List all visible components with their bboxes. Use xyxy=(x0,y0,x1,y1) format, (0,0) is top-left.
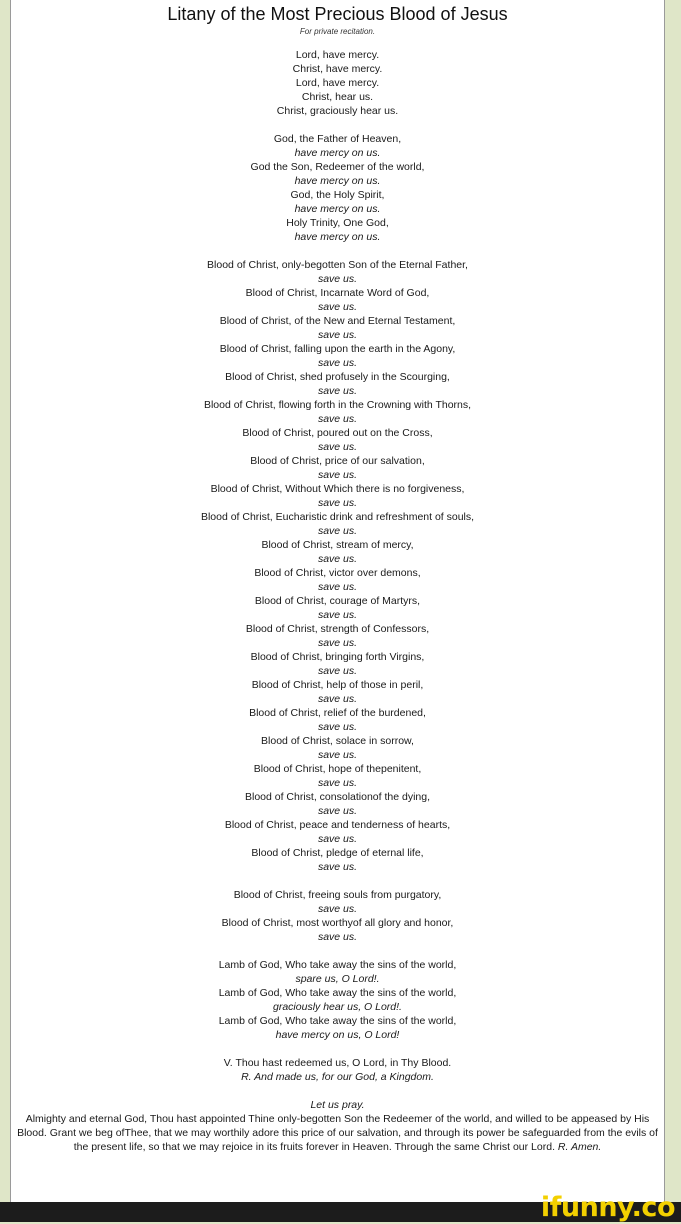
response: have mercy on us. xyxy=(294,231,381,243)
response: save us. xyxy=(317,413,358,425)
invocation: God, the Holy Spirit, xyxy=(290,189,385,201)
invocation: Blood of Christ, help of those in peril, xyxy=(251,679,424,691)
opening-line: Lord, have mercy. xyxy=(295,77,380,89)
invocation: Lamb of God, Who take away the sins of the world, xyxy=(218,987,457,999)
response: save us. xyxy=(317,581,358,593)
invocation: Blood of Christ, solace in sorrow, xyxy=(261,735,414,747)
prayer-amen: R. Amen. xyxy=(557,1141,602,1153)
invocation: Blood of Christ, Incarnate Word of God, xyxy=(245,287,430,299)
invocation: Blood of Christ, courage of Martyrs, xyxy=(254,595,421,607)
versicle-response: R. And made us, for our God, a Kingdom. xyxy=(241,1071,434,1083)
opening-line: Lord, have mercy. xyxy=(295,49,380,61)
invocation: Blood of Christ, freeing souls from purgatory, xyxy=(233,889,442,901)
invocation: Blood of Christ, stream of mercy, xyxy=(261,539,414,551)
invocation: Blood of Christ, strength of Confessors, xyxy=(245,623,430,635)
response: save us. xyxy=(317,497,358,509)
let-us-pray: Let us pray. xyxy=(310,1099,365,1111)
invocation: Blood of Christ, pledge of eternal life, xyxy=(251,847,424,859)
invocation: Lamb of God, Who take away the sins of the world, xyxy=(218,959,457,971)
response: save us. xyxy=(317,749,358,761)
response: save us. xyxy=(317,665,358,677)
invocation: Blood of Christ, falling upon the earth in the Agony, xyxy=(219,343,456,355)
prayer-text: Almighty and eternal God, Thou hast appointed Thine only-begotten Son the Redeemer of the world, and willed to be appeased by His Blood. Grant we beg ofThee, that we may worthily adore this price of our salvation, and through its power be safeguarded from the evils of the present life, so that we may rejoice in its fruits forever in Heaven. Through the same Christ our Lord. xyxy=(17,1113,658,1153)
versicle: V. Thou hast redeemed us, O Lord, in Thy Blood. xyxy=(223,1057,452,1069)
response: save us. xyxy=(317,931,358,943)
response: save us. xyxy=(317,693,358,705)
response: save us. xyxy=(317,903,358,915)
response: save us. xyxy=(317,553,358,565)
closing-prayer xyxy=(11,1112,664,1154)
response: have mercy on us, O Lord! xyxy=(275,1029,400,1041)
invocation: Blood of Christ, of the New and Eternal Testament, xyxy=(219,315,456,327)
invocation: Blood of Christ, victor over demons, xyxy=(254,567,421,579)
blood-section-2 xyxy=(11,888,664,944)
invocation: Blood of Christ, Eucharistic drink and refreshment of souls, xyxy=(200,511,475,523)
prayer-section xyxy=(11,1098,664,1112)
response: save us. xyxy=(317,525,358,537)
response: save us. xyxy=(317,385,358,397)
invocation: Blood of Christ, price of our salvation, xyxy=(250,455,425,467)
response: spare us, O Lord!. xyxy=(295,973,380,985)
invocation: Lamb of God, Who take away the sins of the world, xyxy=(218,1015,457,1027)
invocation: Blood of Christ, hope of thepenitent, xyxy=(253,763,422,775)
invocation: Blood of Christ, only-begotten Son of the Eternal Father, xyxy=(207,259,468,271)
invocation: God the Son, Redeemer of the world, xyxy=(250,161,425,173)
page-title: Litany of the Most Precious Blood of Jesus xyxy=(167,4,508,24)
response: save us. xyxy=(317,273,358,285)
response: save us. xyxy=(317,721,358,733)
ifunny-logo: ifunny.co xyxy=(540,1192,675,1223)
opening-line: Christ, graciously hear us. xyxy=(276,105,399,117)
response: save us. xyxy=(317,833,358,845)
response: have mercy on us. xyxy=(294,147,381,159)
litany-page xyxy=(10,0,665,1202)
opening-line: Christ, hear us. xyxy=(301,91,374,103)
response: save us. xyxy=(317,469,358,481)
invocation: Blood of Christ, Without Which there is no forgiveness, xyxy=(210,483,465,495)
response: save us. xyxy=(317,357,358,369)
opening-line: Christ, have mercy. xyxy=(292,63,383,75)
response: save us. xyxy=(317,329,358,341)
response: have mercy on us. xyxy=(294,175,381,187)
response: save us. xyxy=(317,301,358,313)
invocation: Blood of Christ, bringing forth Virgins, xyxy=(250,651,425,663)
invocation: Blood of Christ, poured out on the Cross, xyxy=(242,427,433,439)
invocation: Blood of Christ, relief of the burdened, xyxy=(249,707,426,719)
response: save us. xyxy=(317,861,358,873)
invocation: Blood of Christ, shed profusely in the Scourging, xyxy=(225,371,450,383)
page-subtitle: For private recitation. xyxy=(299,27,376,36)
invocation: Blood of Christ, flowing forth in the Crowning with Thorns, xyxy=(203,399,472,411)
invocation: God, the Father of Heaven, xyxy=(273,133,402,145)
trinity-section xyxy=(11,132,664,244)
invocation: Holy Trinity, One God, xyxy=(286,217,389,229)
response: save us. xyxy=(317,441,358,453)
response: save us. xyxy=(317,777,358,789)
response: save us. xyxy=(317,609,358,621)
lamb-section xyxy=(11,958,664,1042)
invocation: Blood of Christ, most worthyof all glory and honor, xyxy=(221,917,454,929)
response: save us. xyxy=(317,637,358,649)
blood-section xyxy=(11,258,664,874)
response: graciously hear us, O Lord!. xyxy=(273,1001,402,1013)
invocation: Blood of Christ, peace and tenderness of hearts, xyxy=(224,819,451,831)
opening-section xyxy=(11,48,664,118)
response: save us. xyxy=(317,805,358,817)
versicle-section xyxy=(11,1056,664,1084)
invocation: Blood of Christ, consolationof the dying, xyxy=(244,791,431,803)
response: have mercy on us. xyxy=(294,203,381,215)
